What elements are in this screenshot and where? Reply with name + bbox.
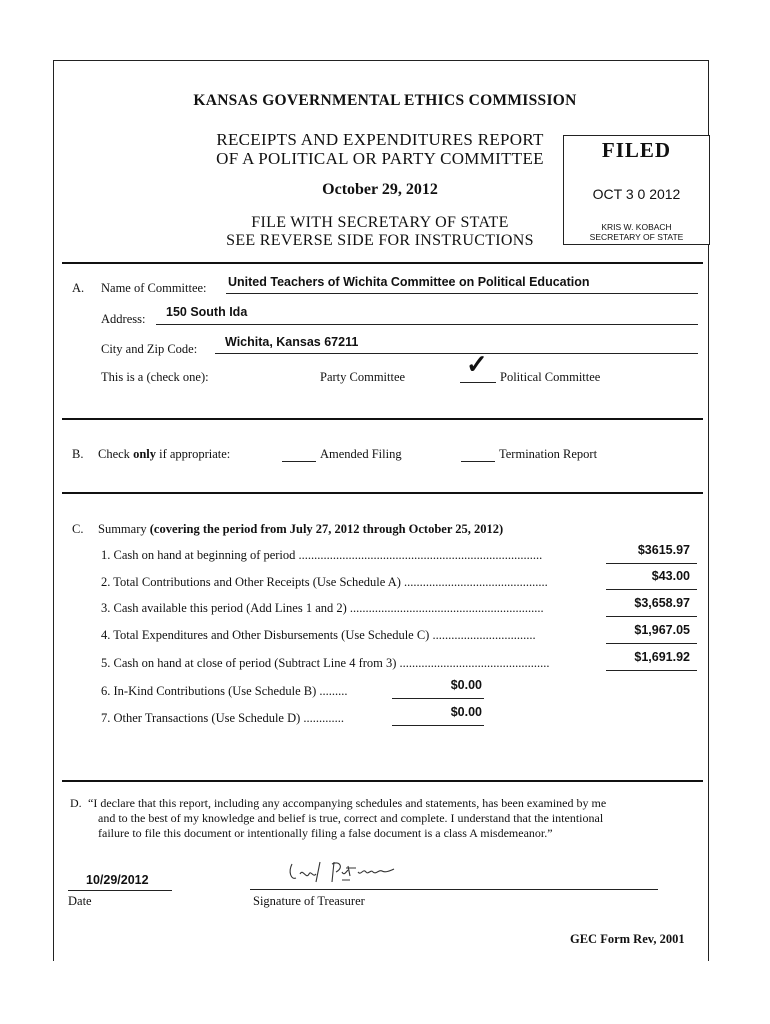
stamp-official-title: SECRETARY OF STATE: [589, 232, 684, 242]
summary-line-3-label: 3. Cash available this period (Add Lines 1 and 2) ..............................................................: [101, 601, 544, 615]
address-line: [156, 324, 698, 325]
summary-line-4-rule: [606, 643, 697, 644]
summary-line-6-rule: [392, 698, 484, 699]
divider-d: [62, 780, 703, 782]
summary-line-1-rule: [606, 563, 697, 564]
summary-line-7-label: 7. Other Transactions (Use Schedule D) .............: [101, 711, 345, 725]
summary-line-6-amount[interactable]: $0.00: [450, 678, 482, 692]
city-zip-label: City and Zip Code:: [101, 342, 198, 356]
report-date: October 29, 2012: [322, 181, 438, 198]
section-c-letter: C.: [72, 522, 84, 536]
checkmark-icon: ✓: [466, 350, 488, 379]
amended-checkbox-line[interactable]: [282, 461, 316, 462]
political-committee-option[interactable]: Political Committee: [500, 370, 601, 384]
filed-stamp: [563, 135, 710, 245]
termination-report-option[interactable]: Termination Report: [499, 447, 598, 461]
date-label: Date: [68, 894, 92, 908]
summary-line-7-rule: [392, 725, 484, 726]
summary-line-5-rule: [606, 670, 697, 671]
summary-line-7-amount[interactable]: $0.00: [450, 705, 482, 719]
summary-line-3-amount[interactable]: $3,658.97: [634, 596, 690, 610]
summary-line-2-rule: [606, 589, 697, 590]
form-revision: GEC Form Rev, 2001: [570, 932, 685, 946]
date-line: [68, 890, 172, 891]
report-title-line1: RECEIPTS AND EXPENDITURES REPORT: [216, 130, 544, 149]
summary-line-4-amount[interactable]: $1,967.05: [634, 623, 690, 637]
summary-heading: Summary (covering the period from July 27, 2012 through October 25, 2012): [98, 522, 504, 536]
city-zip-value[interactable]: Wichita, Kansas 67211: [225, 335, 359, 349]
summary-line-4-label: 4. Total Expenditures and Other Disbursements (Use Schedule C) .................................: [101, 628, 536, 642]
committee-name-label: Name of Committee:: [101, 281, 207, 295]
divider-a: [62, 262, 703, 264]
section-d-letter: D.: [70, 796, 82, 810]
declaration-line-1: “I declare that this report, including any accompanying schedules and statements, has been examined by me: [88, 796, 607, 810]
stamp-title: FILED: [601, 138, 672, 162]
summary-line-1-amount[interactable]: $3615.97: [637, 543, 690, 557]
party-committee-option[interactable]: Party Committee: [320, 370, 406, 384]
declaration-line-2: and to the best of my knowledge and belief is true, correct and complete. I understand that the intentional: [98, 811, 604, 825]
date-value[interactable]: 10/29/2012: [86, 873, 149, 887]
summary-line-3-rule: [606, 616, 697, 617]
stamp-official-name: KRIS W. KOBACH: [601, 222, 672, 232]
see-reverse-instruction: SEE REVERSE SIDE FOR INSTRUCTIONS: [226, 232, 534, 249]
signature-line: [250, 889, 658, 890]
address-label: Address:: [101, 312, 146, 326]
summary-line-2-amount[interactable]: $43.00: [651, 569, 690, 583]
section-a-letter: A.: [72, 281, 85, 295]
stamp-date: OCT 3 0 2012: [592, 186, 681, 202]
summary-line-2-label: 2. Total Contributions and Other Receipts (Use Schedule A) ..............................................: [101, 575, 548, 589]
amended-filing-option[interactable]: Amended Filing: [320, 447, 402, 461]
committee-name-line: [226, 293, 698, 294]
signature-label: Signature of Treasurer: [253, 894, 365, 908]
section-b-letter: B.: [72, 447, 84, 461]
address-value[interactable]: 150 South Ida: [166, 305, 248, 319]
declaration-line-3: failure to file this document or intentionally filing a false document is a class A misdemeanor.”: [98, 826, 553, 840]
summary-line-6-label: 6. In-Kind Contributions (Use Schedule B) .........: [101, 684, 348, 698]
report-title-line2: OF A POLITICAL OR PARTY COMMITTEE: [216, 149, 544, 168]
summary-line-1-label: 1. Cash on hand at beginning of period ..............................................................................: [101, 548, 543, 562]
commission-title: KANSAS GOVERNMENTAL ETHICS COMMISSION: [193, 92, 577, 109]
political-committee-checkbox-line[interactable]: [460, 382, 496, 383]
divider-b: [62, 418, 703, 420]
section-b-label: Check only if appropriate:: [98, 447, 231, 461]
file-with-instruction: FILE WITH SECRETARY OF STATE: [251, 214, 509, 231]
summary-line-5-label: 5. Cash on hand at close of period (Subtract Line 4 from 3) ................................................: [101, 656, 550, 670]
city-zip-line: [215, 353, 698, 354]
summary-line-5-amount[interactable]: $1,691.92: [634, 650, 690, 664]
divider-c: [62, 492, 703, 494]
treasurer-signature: [282, 856, 432, 892]
termination-checkbox-line[interactable]: [461, 461, 495, 462]
committee-type-label: This is a (check one):: [101, 370, 209, 384]
committee-name-value[interactable]: United Teachers of Wichita Committee on Political Education: [228, 275, 590, 289]
